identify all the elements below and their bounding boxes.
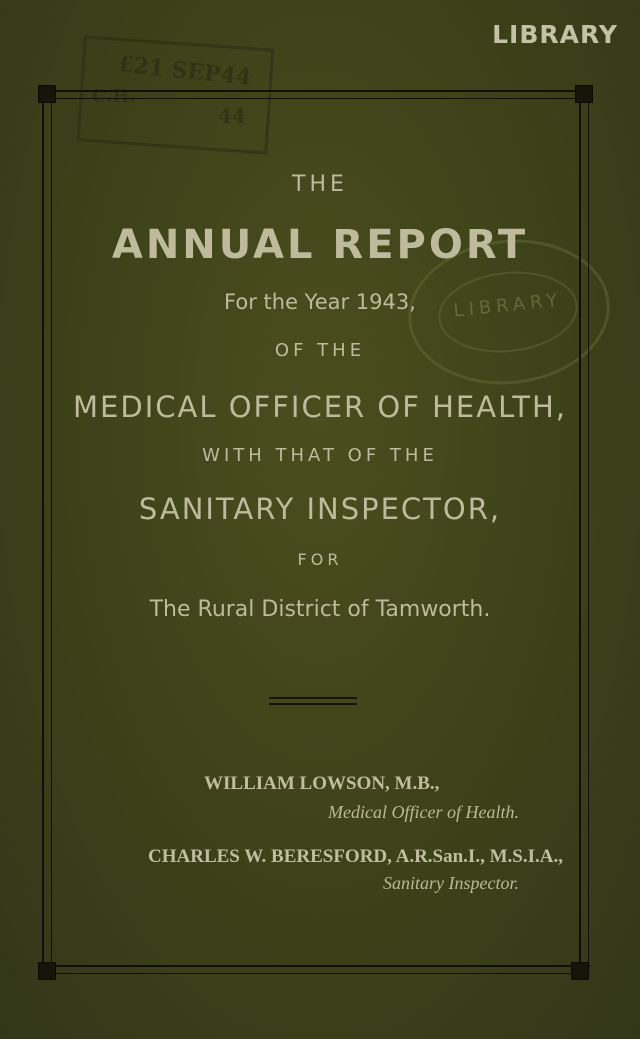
officer-name-inspector: CHARLES W. BERESFORD, A.R.San.I., M.S.I.A.,: [148, 846, 563, 867]
title-sanitary-inspector: SANITARY INSPECTOR,: [138, 492, 502, 526]
frame-corner-ornament: [571, 962, 589, 980]
divider-rule: [269, 703, 357, 705]
frame-corner-ornament: [575, 85, 593, 103]
frame-bottom-border: [42, 965, 590, 974]
frame-corner-ornament: [38, 85, 56, 103]
officer-role-inspector: Sanitary Inspector.: [383, 873, 519, 893]
library-seal-text: LIBRARY: [452, 289, 564, 322]
library-label: LIBRARY: [492, 20, 618, 49]
title-of-the: OF THE: [274, 340, 366, 361]
officer-role-moh: Medical Officer of Health.: [328, 802, 519, 822]
divider-rule: [269, 697, 357, 699]
title-year: For the Year 1943,: [224, 290, 416, 314]
title-for: FOR: [297, 550, 343, 569]
title-annual-report: ANNUAL REPORT: [111, 222, 529, 268]
receipt-stamp-line3: 44: [218, 104, 246, 128]
officer-name-moh: WILLIAM LOWSON, M.B.,: [204, 773, 440, 794]
frame-top-border: [42, 90, 590, 99]
frame-corner-ornament: [38, 962, 56, 980]
title-district: The Rural District of Tamworth.: [149, 597, 491, 622]
title-the: THE: [292, 172, 348, 197]
receipt-stamp-line2: C.H.: [92, 86, 136, 107]
title-medical-officer: MEDICAL OFFICER OF HEALTH,: [73, 390, 567, 424]
receipt-stamp-line1: £21 SEP44: [117, 51, 253, 91]
title-with-that: WITH THAT OF THE: [202, 445, 438, 466]
